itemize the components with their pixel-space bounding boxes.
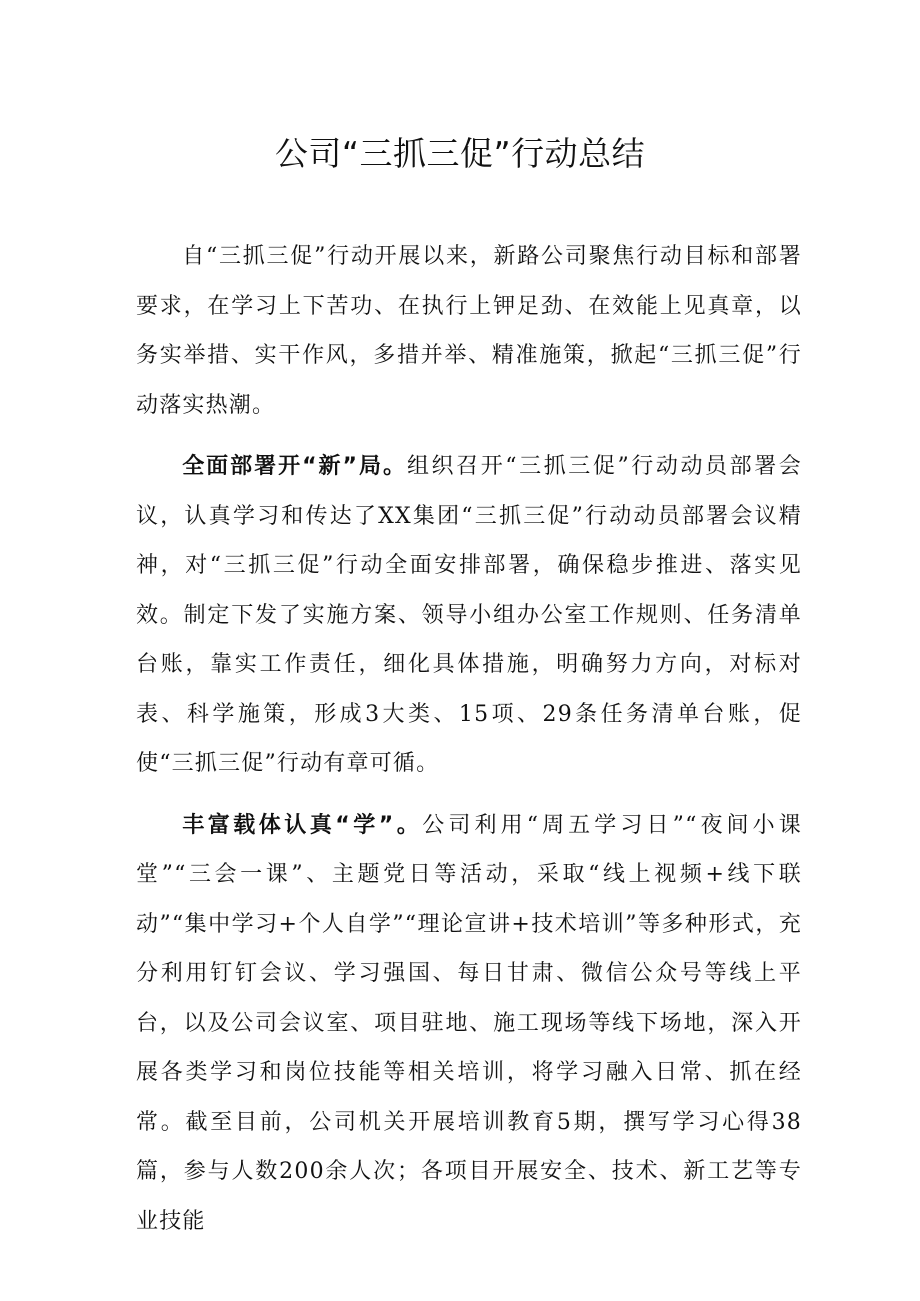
paragraph-study-text: 公司利用“周五学习日”“夜间小课堂”“三会一课”、主题党日等活动，采取“线上视频+线下联动”“集中学习+个人自学”“理论宣讲+技术培训”等多种形式，充分利用钉钉会议、学习强国、每日甘肃、微信公众号等线上平台，以及公司会议室、项目驻地、施工现场等线下场地，深入开展各类学习和岗位技能等相关培训，将学习融入日常、抓在经常。截至目前，公司机关开展培训教育5期，撰写学习心得38篇，参与人数200余人次；各项目开展安全、技术、新工艺等专业技能 <box>136 812 802 1234</box>
paragraph-intro <box>136 232 802 430</box>
paragraph-study-heading: 丰富载体认真“学”。 <box>182 812 423 838</box>
paragraph-study <box>136 801 802 1247</box>
document-title: 公司“三抓三促”行动总结 <box>274 134 646 173</box>
paragraph-deployment-heading: 全面部署开“新”局。 <box>182 454 407 479</box>
paragraph-deployment <box>136 442 802 789</box>
paragraph-intro-text: 自“三抓三促”行动开展以来，新路公司聚焦行动目标和部署要求，在学习上下苦功、在执行上钾足劲、在效能上见真章，以务实举措、实干作风，多措并举、精准施策，掀起“三抓三促”行动落实热潮。 <box>136 244 802 418</box>
paragraph-deployment-text: 组织召开“三抓三促”行动动员部署会议，认真学习和传达了XX集团“三抓三促”行动动员部署会议精神，对“三抓三促”行动全面安排部署，确保稳步推进、落实见效。制定下发了实施方案、领导小组办公室工作规则、任务清单台账，靠实工作责任，细化具体措施，明确努力方向，对标对表、科学施策，形成3大类、15项、29条任务清单台账，促使“三抓三促”行动有章可循。 <box>136 454 802 776</box>
document-body <box>136 232 802 1258</box>
